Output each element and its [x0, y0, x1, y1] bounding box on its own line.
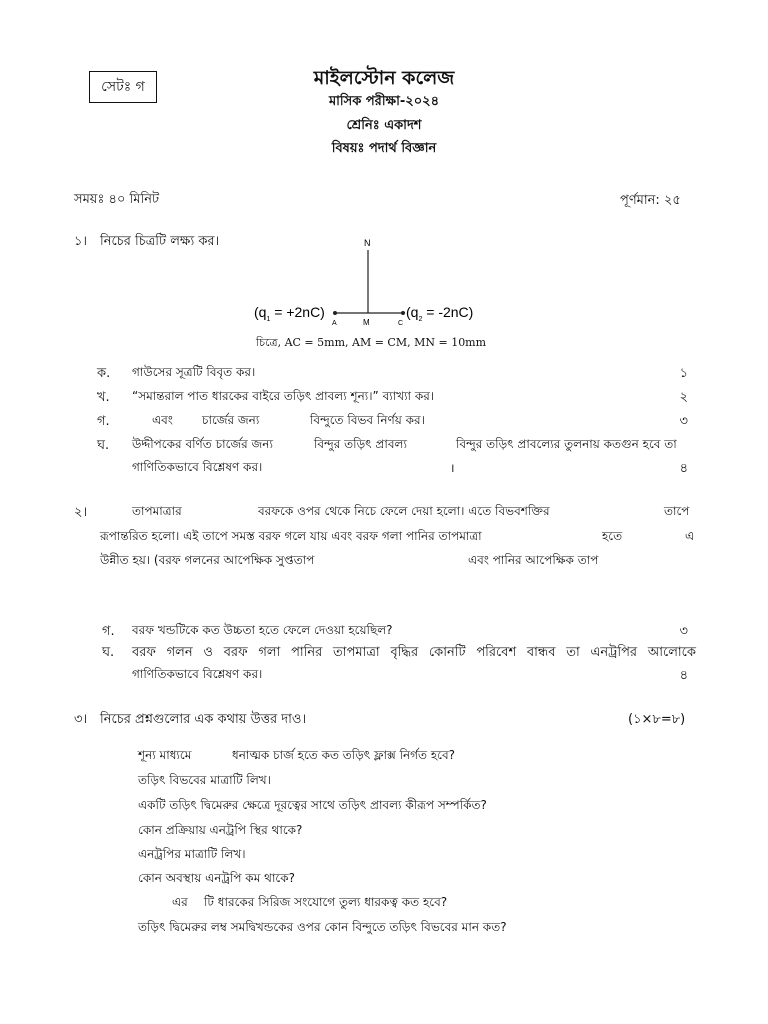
word: বান্ধব: [526, 645, 556, 660]
college-name: মাইলস্টোন কলেজ: [313, 67, 455, 89]
label-c: C: [398, 320, 404, 327]
q3-item-7-a: এর: [172, 895, 188, 909]
q1-part-gh-text-d: গাণিতিকভাবে বিশ্লেষণ কর।: [132, 460, 263, 474]
point-a: [333, 311, 337, 315]
q1-part-g-text-c: বিন্দুতে বিভব নির্ণয় কর।: [310, 413, 425, 427]
q2-line1-c: তাপে: [664, 504, 690, 518]
exam-title: মাসিক পরীক্ষা-২০২৪: [328, 94, 440, 109]
word: তাপমাত্রা: [333, 645, 380, 660]
q2-part-g-text: বরফ খন্ডটিকে কত উচ্চতা হতে ফেলে দেওয়া হয়েছিল?: [132, 623, 393, 637]
q2-line2-a: রূপান্তরিত হলো। এই তাপে সমস্ত বরফ গলে যায় এবং বরফ গলা পানির তাপমাত্রা: [100, 529, 482, 543]
q1-part-gh-text-b: বিন্দুর তড়িৎ প্রাবল্য: [314, 437, 407, 451]
q2-line3-b: এবং পানির আপেক্ষিক তাপ: [468, 553, 599, 567]
label-a: A: [332, 320, 337, 327]
q1-part-g-mark: ৩: [679, 414, 688, 429]
q3-marks: (১×৮=৮): [628, 712, 686, 727]
q1-part-g-label: গ.: [97, 414, 110, 429]
word: গলা: [258, 645, 281, 660]
diagram-caption: চিত্রে, AC = 5mm, AM = CM, MN = 10mm: [256, 336, 487, 349]
time-label: সময়ঃ ৪০ মিনিট: [74, 192, 160, 207]
q1-part-g-text-a: এবং: [152, 413, 173, 427]
q1-part-kh-text: “সমান্তরাল পাত ধারকের বাইরে তড়িৎ প্রাবল্য শূন্য।” ব্যাখ্যা কর।: [132, 389, 435, 403]
q1-part-gh-text-e: ।: [450, 461, 455, 475]
label-n: N: [364, 238, 371, 248]
q3-item-1-b: ধনাত্মক চার্জ হতে কত তড়িৎ ফ্লাক্স নির্গত হবে?: [232, 748, 456, 762]
q2-part-gh-line2: গাণিতিকভাবে বিশ্লেষণ কর।: [132, 667, 263, 681]
q3-number: ৩।: [74, 712, 88, 727]
word: তা: [566, 645, 580, 660]
q1-part-k-mark: ১: [679, 366, 688, 381]
q1-part-kh-label: খ.: [97, 390, 110, 405]
q2-part-gh-label: ঘ.: [102, 645, 115, 660]
q2-line2-c: এ: [685, 529, 695, 543]
q3-item-1-a: শূন্য মাধ্যমে: [138, 748, 192, 762]
word: ও: [203, 645, 213, 660]
word: এনট্রপির: [590, 645, 638, 660]
q1-part-g-text-b: চার্জের জন্য: [202, 413, 260, 427]
q3-item-3: একটি তড়িৎ দ্বিমেরুর ক্ষেত্রে দূরত্বের সাথে তড়িৎ প্রাবল্য কীরূপ সম্পর্কিত?: [138, 798, 487, 812]
q3-item-5: এনট্রপির মাত্রাটি লিখ।: [138, 847, 246, 861]
q1-part-k-label: ক.: [97, 366, 111, 381]
class-label: শ্রেনিঃ একাদশ: [346, 118, 422, 133]
subject-label: বিষয়ঃ পদার্থ বিজ্ঞান: [331, 141, 437, 156]
q2-part-g-label: গ.: [102, 624, 115, 639]
full-marks-label: পূর্ণমান: ২৫: [620, 193, 681, 208]
q1-diagram: [248, 236, 508, 358]
q1-number: ১।: [74, 234, 88, 249]
q3-item-8: তড়িৎ দ্বিমেরুর লম্ব সমদ্বিখন্ডকের ওপর কোন বিন্দুতে তড়িৎ বিভবের মান কত?: [138, 920, 507, 934]
q1-part-gh-text-c: বিন্দুর তড়িৎ প্রাবল্যের তুলনায় কতগুন হবে তা: [456, 437, 677, 451]
q3-stem: নিচের প্রশ্নগুলোর এক কথায় উত্তর দাও।: [100, 712, 307, 727]
q2-line1-a: তাপমাত্রার: [132, 504, 182, 518]
word: বরফ: [223, 645, 248, 660]
label-q1: $(q_1 = +2nC)$: [254, 304, 325, 323]
q3-item-6: কোন অবস্থায় এনট্রপি কম থাকে?: [138, 871, 296, 885]
word: পরিবেশ: [476, 645, 517, 660]
set-label: সেটঃ গ: [101, 79, 145, 95]
q2-number: ২।: [74, 505, 88, 520]
q1-part-k-text: গাউসের সূত্রটি বিবৃত কর।: [132, 365, 256, 379]
label-m: M: [363, 318, 370, 327]
q3-item-2: তড়িৎ বিভবের মাত্রাটি লিখ।: [138, 773, 271, 787]
q1-stem: নিচের চিত্রটি লক্ষ্য কর।: [100, 234, 220, 249]
q1-part-gh-text-a: উদ্দীপকের বর্ণিত চার্জের জন্য: [132, 437, 273, 451]
q1-part-gh-label: ঘ.: [97, 438, 110, 453]
q1-part-gh-mark: ৪: [679, 461, 688, 476]
q2-line2-b: হতে: [602, 529, 623, 543]
q2-line3-a: উন্নীত হয়। (বরফ গলনের আপেক্ষিক সুপ্ততাপ: [100, 553, 315, 567]
q2-part-gh-line1: [132, 643, 696, 664]
word: গলন: [166, 645, 193, 660]
label-q2: $(q_2 = -2nC)$: [406, 304, 474, 323]
q2-part-g-mark: ৩: [679, 624, 688, 639]
word: পানির: [291, 645, 323, 660]
point-c: [401, 311, 405, 315]
word: বরফ: [132, 645, 156, 660]
word: কোনটি: [428, 645, 466, 660]
q3-item-4: কোন প্রক্রিয়ায় এনট্রপি স্থির থাকে?: [138, 823, 303, 837]
word: আলোকে: [647, 645, 696, 660]
q2-line1-b: বরফকে ওপর থেকে নিচে ফেলে দেয়া হলো। এতে বিভবশক্তির: [258, 504, 550, 518]
q1-part-kh-mark: ২: [679, 390, 688, 405]
q2-part-gh-mark: ৪: [679, 668, 688, 683]
q3-item-7-b: টি ধারকের সিরিজ সংযোগে তুল্য ধারকত্ব কত হবে?: [204, 895, 448, 909]
word: বৃদ্ধির: [390, 645, 419, 660]
